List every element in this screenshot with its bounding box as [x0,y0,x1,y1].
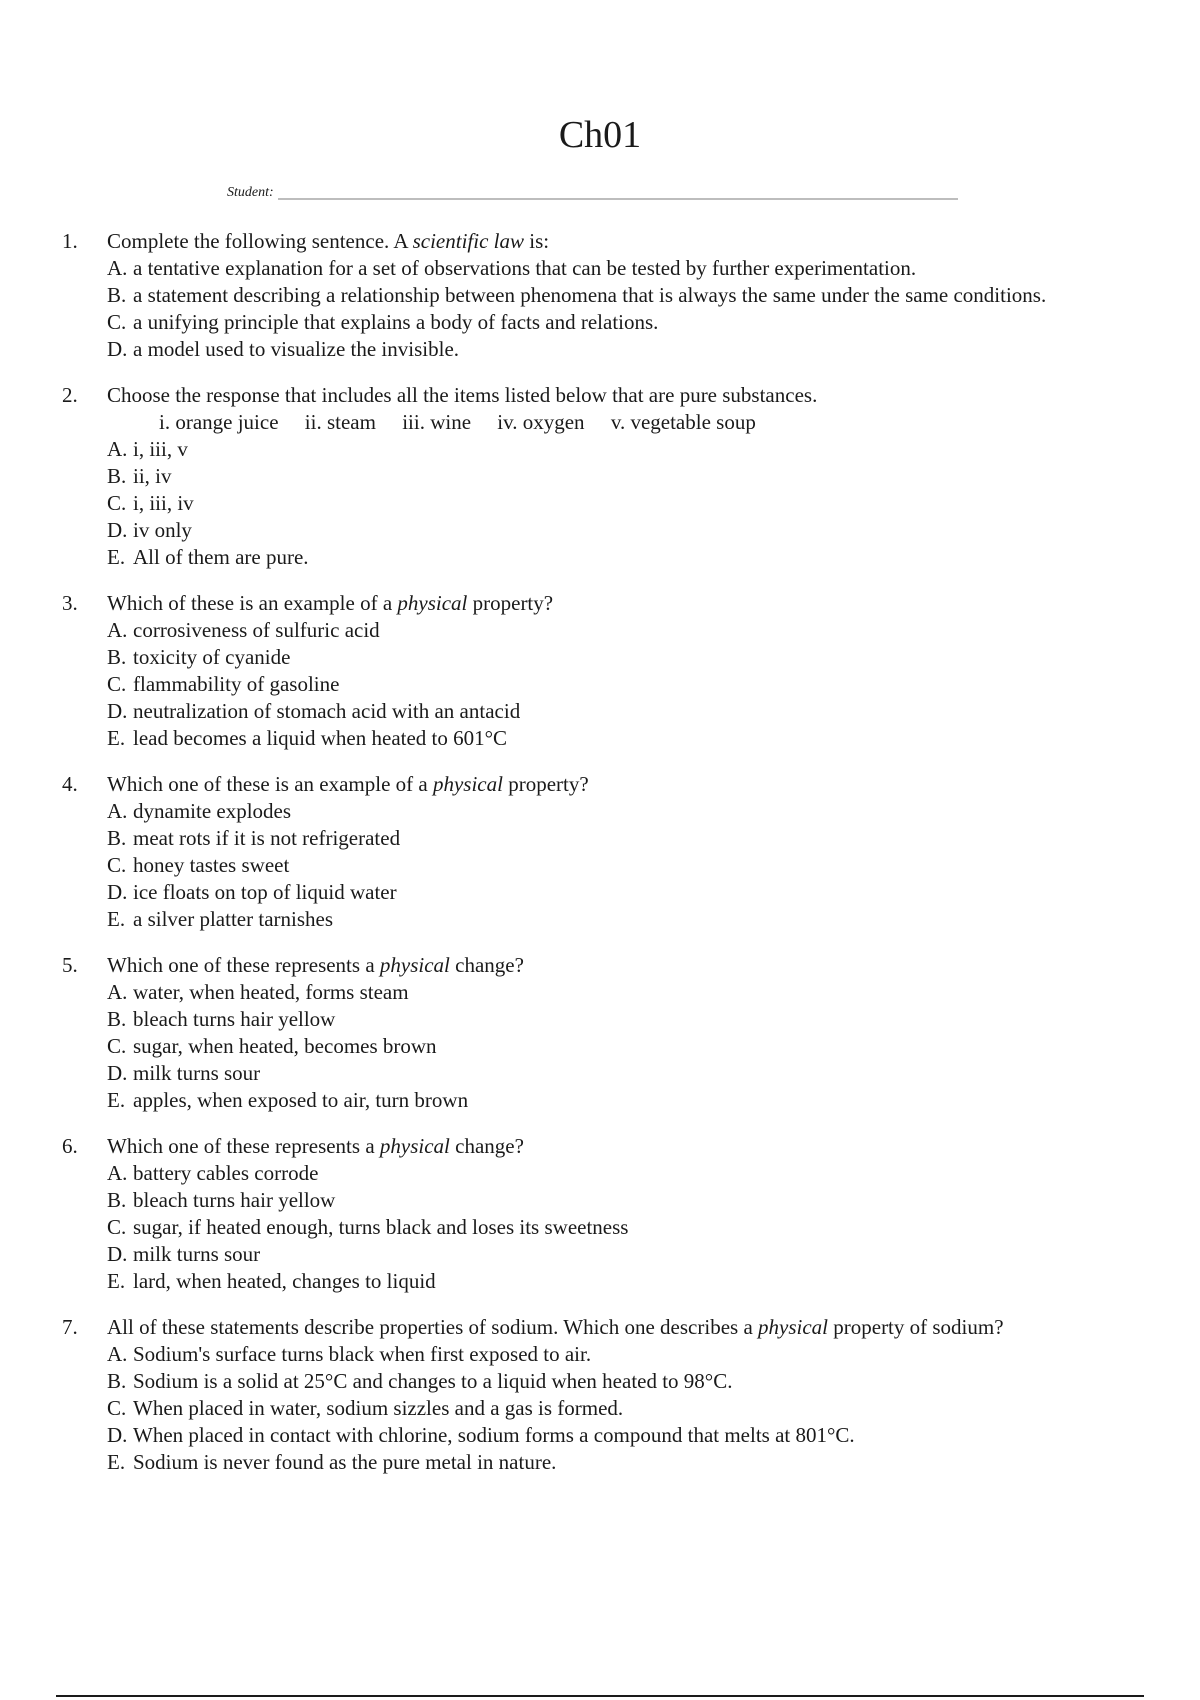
option-d: D. iv only [107,518,192,542]
list-item: i. orange juice [159,410,279,434]
option-a: A. battery cables corrode [107,1161,319,1185]
option-e: E. a silver platter tarnishes [107,907,334,931]
question-1 [62,228,1102,363]
item-list [107,409,1102,436]
question-stem: Which one of these represents a physical change? [107,953,524,977]
option-d: D. milk turns sour [107,1061,261,1085]
option-b: B. toxicity of cyanide [107,645,291,669]
option-e: E. lead becomes a liquid when heated to 601°C [107,726,508,750]
option-c: C. i, iii, iv [107,491,194,515]
question-number: 7. [62,1315,78,1339]
option-d: D. neutralization of stomach acid with an antacid [107,699,521,723]
bottom-divider [56,1695,1144,1697]
option-e: E. lard, when heated, changes to liquid [107,1269,436,1293]
question-stem: Which one of these represents a physical change? [107,1134,524,1158]
list-item: iii. wine [402,410,472,434]
question-number: 4. [62,772,78,796]
option-b: B. bleach turns hair yellow [107,1188,336,1212]
list-item: v. vegetable soup [610,410,756,434]
question-number: 2. [62,383,78,407]
option-c: C. a unifying principle that explains a body of facts and relations. [107,310,659,334]
option-c: C. sugar, if heated enough, turns black and loses its sweetness [107,1215,629,1239]
option-d: D. a model used to visualize the invisible. [107,337,460,361]
question-3 [62,590,1102,752]
option-b: B. Sodium is a solid at 25°C and changes to a liquid when heated to 98°C. [107,1369,733,1393]
question-4 [62,771,1102,933]
option-e: E. Sodium is never found as the pure metal in nature. [107,1450,557,1474]
student-label: Student: [227,185,274,200]
question-number: 3. [62,591,78,615]
question-number: 1. [62,229,78,253]
question-stem: Which one of these is an example of a physical property? [107,772,589,796]
question-list [62,228,1102,1495]
question-stem: Complete the following sentence. A scientific law is: [107,229,550,253]
student-name-line[interactable] [278,197,958,200]
option-a: A. a tentative explanation for a set of observations that can be tested by further experimentation. [107,256,917,280]
question-stem: Which of these is an example of a physical property? [107,591,554,615]
question-7 [62,1314,1102,1476]
question-6 [62,1133,1102,1295]
option-b: B. ii, iv [107,464,172,488]
option-b: B. a statement describing a relationship between phenomena that is always the same under the same conditions. [107,283,1047,307]
question-number: 5. [62,953,78,977]
list-item: ii. steam [304,410,376,434]
question-stem: All of these statements describe properties of sodium. Which one describes a physical property of sodium? [107,1315,1004,1339]
option-d: D. When placed in contact with chlorine, sodium forms a compound that melts at 801°C. [107,1423,855,1447]
option-a: A. water, when heated, forms steam [107,980,409,1004]
option-c: C. sugar, when heated, becomes brown [107,1034,437,1058]
option-e: E. All of them are pure. [107,545,309,569]
option-a: A. corrosiveness of sulfuric acid [107,618,380,642]
option-a: A. dynamite explodes [107,799,292,823]
option-a: A. i, iii, v [107,437,188,461]
list-item: iv. oxygen [497,410,585,434]
option-b: B. meat rots if it is not refrigerated [107,826,401,850]
question-stem: Choose the response that includes all the items listed below that are pure substances. [107,383,818,407]
option-d: D. milk turns sour [107,1242,261,1266]
option-d: D. ice floats on top of liquid water [107,880,397,904]
option-a: A. Sodium's surface turns black when first exposed to air. [107,1342,592,1366]
page-title: Ch01 [558,114,642,156]
option-e: E. apples, when exposed to air, turn brown [107,1088,469,1112]
option-b: B. bleach turns hair yellow [107,1007,336,1031]
question-2 [62,382,1102,571]
option-c: C. honey tastes sweet [107,853,290,877]
option-c: C. When placed in water, sodium sizzles and a gas is formed. [107,1396,624,1420]
option-c: C. flammability of gasoline [107,672,340,696]
student-field [227,184,958,202]
question-number: 6. [62,1134,78,1158]
question-5 [62,952,1102,1114]
